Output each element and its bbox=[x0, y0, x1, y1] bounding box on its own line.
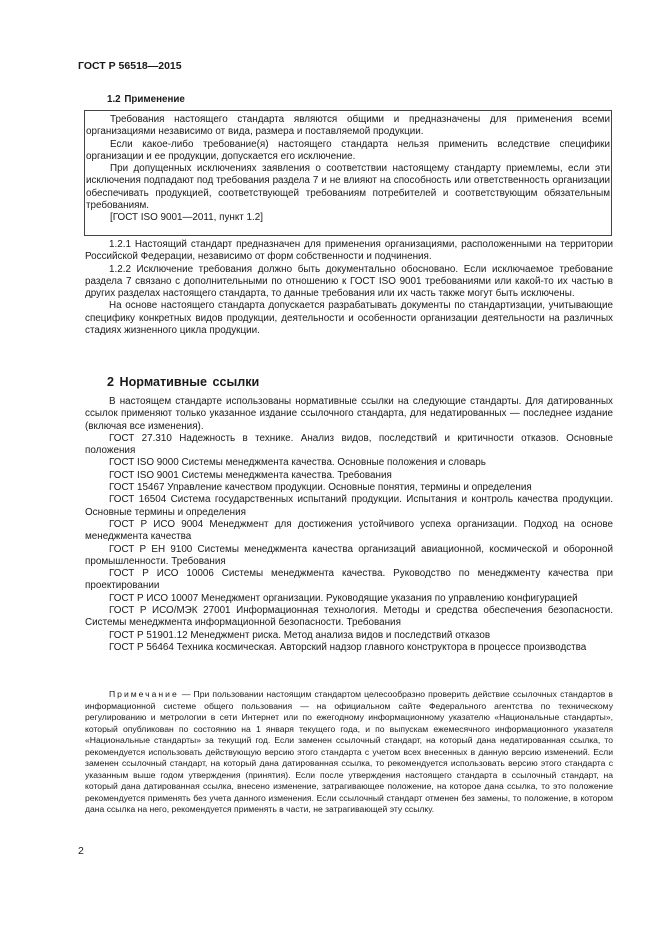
clause-1-2-2: 1.2.2 Исключение требования должно быть документально обосновано. Если исключаемое требование раздела 7 связано с дополнительными по отношению к ГОСТ ISO 9001 требованиями или какой-то их частью в других разделах настоящего стандарта, то данные требования или их часть также могут быть исключены. bbox=[85, 263, 613, 300]
reference-item: ГОСТ 15467 Управление качеством продукции. Основные понятия, термины и определения bbox=[109, 482, 532, 494]
box-source-citation: [ГОСТ ISO 9001—2011, пункт 1.2] bbox=[110, 212, 264, 224]
document-code-header: ГОСТ Р 56518—2015 bbox=[78, 60, 182, 72]
references-intro: В настоящем стандарте использованы нормативные ссылки на следующие стандарты. Для датированных ссылок применяют только указанное издание ссылочного стандарта, для недатированных — последнее издание (включая все изменения). bbox=[85, 396, 613, 432]
section-title: 2 Нормативные ссылки bbox=[107, 375, 260, 389]
clause-1-2-1: 1.2.1 Настоящий стандарт предназначен для применения организациями, расположенными на территории Российской Федерации, независимо от форм собственности и подчинения. bbox=[85, 239, 613, 263]
reference-item: ГОСТ Р ЕН 9100 Системы менеджмента качества организаций авиационной, космической и оборонной промышленности. Требования bbox=[85, 543, 613, 567]
subsection-body bbox=[85, 239, 613, 337]
box-paragraph: Требования настоящего стандарта являются общими и предназначены для применения всеми организациями независимо от вида, размера и поставляемой продукции. bbox=[86, 114, 610, 138]
references-note bbox=[85, 689, 613, 816]
box-paragraph: Если какое-либо требование(я) настоящего стандарта нельзя применить вследствие специфики организации и ее продукции, допускается его исключение. bbox=[86, 138, 610, 162]
reference-item: ГОСТ 16504 Система государственных испытаний продукции. Испытания и контроль качества продукции. Основные термины и определения bbox=[85, 494, 613, 518]
note-paragraph bbox=[85, 689, 613, 816]
note-label: Примечание bbox=[109, 689, 179, 699]
note-text: — При пользовании настоящим стандартом целесообразно проверить действие ссылочных стандартов в информационной системе общего пользования — на официальном сайте Федерального агентства по техническому регулированию и метрологии в сети Интернет или по ежегодному информационному указателю «Национальные стандарты», который опубликован по состоянию на 1 января текущего года, и по выпускам ежемесячного информационного указателя «Национальные стандарты» за текущий год. Если заменен ссылочный стандарт, на который дана недатированная ссылка, то рекомендуется использовать действующую версию этого стандарта с учетом всех внесенных в данную версию изменений. Если заменен ссылочный стандарт, на который дана датированная ссылка, то рекомендуется использовать версию этого стандарта с указанным выше годом утверждения (принятия). Если после утверждения настоящего стандарта в ссылочный стандарт, на который дана датированная ссылка, внесено изменение, затрагивающее положение, на которое дана ссылка, то это положение рекомендуется применять без учета данного изменения. Если ссылочный стандарт отменен без замены, то положение, в котором дана ссылка на него, рекомендуется применять в части, не затрагивающей эту ссылку. bbox=[85, 689, 613, 814]
subsection-title: 1.2 Применение bbox=[107, 94, 185, 105]
box-paragraph: При допущенных исключениях заявления о соответствии настоящему стандарту приемлемы, если эти исключения подпадают под требования раздела 7 и не влияют на способность или ответственность организации обеспечивать продукцией, соответствующей требованиям потребителей и соответствующим обязательным требованиям. bbox=[86, 163, 610, 212]
reference-item: ГОСТ ISO 9000 Системы менеджмента качества. Основные положения и словарь bbox=[109, 457, 486, 469]
reference-item: ГОСТ Р 56464 Техника космическая. Авторский надзор главного конструктора в процессе производства bbox=[109, 641, 587, 653]
references-body bbox=[85, 396, 613, 654]
reference-item: ГОСТ 27.310 Надежность в технике. Анализ видов, последствий и критичности отказов. Основные положения bbox=[85, 432, 613, 457]
page-number: 2 bbox=[78, 845, 84, 857]
reference-item: ГОСТ Р ИСО 10006 Системы менеджмента качества. Руководство по менеджменту качества при проектировании bbox=[85, 568, 613, 592]
reference-item: ГОСТ Р ИСО/МЭК 27001 Информационная технология. Методы и средства обеспечения безопасности. Системы менеджмента информационной безопасности. Требования bbox=[85, 605, 613, 629]
quoted-requirements-text bbox=[86, 114, 610, 225]
subsection-paragraph: На основе настоящего стандарта допускается разрабатывать документы по стандартизации, учитывающие специфику конкретных видов продукции, деятельности и особенности организации деятельности на различных стадиях жизненного цикла продукции. bbox=[85, 300, 613, 337]
reference-item: ГОСТ Р ИСО 9004 Менеджмент для достижения устойчивого успеха организации. Подход на основе менеджмента качества bbox=[85, 518, 613, 543]
reference-item: ГОСТ ISO 9001 Системы менеджмента качества. Требования bbox=[109, 469, 392, 481]
reference-item: ГОСТ Р ИСО 10007 Менеджмент организации. Руководящие указания по управлению конфигурацией bbox=[109, 592, 578, 604]
reference-item: ГОСТ Р 51901.12 Менеджмент риска. Метод анализа видов и последствий отказов bbox=[109, 629, 491, 641]
